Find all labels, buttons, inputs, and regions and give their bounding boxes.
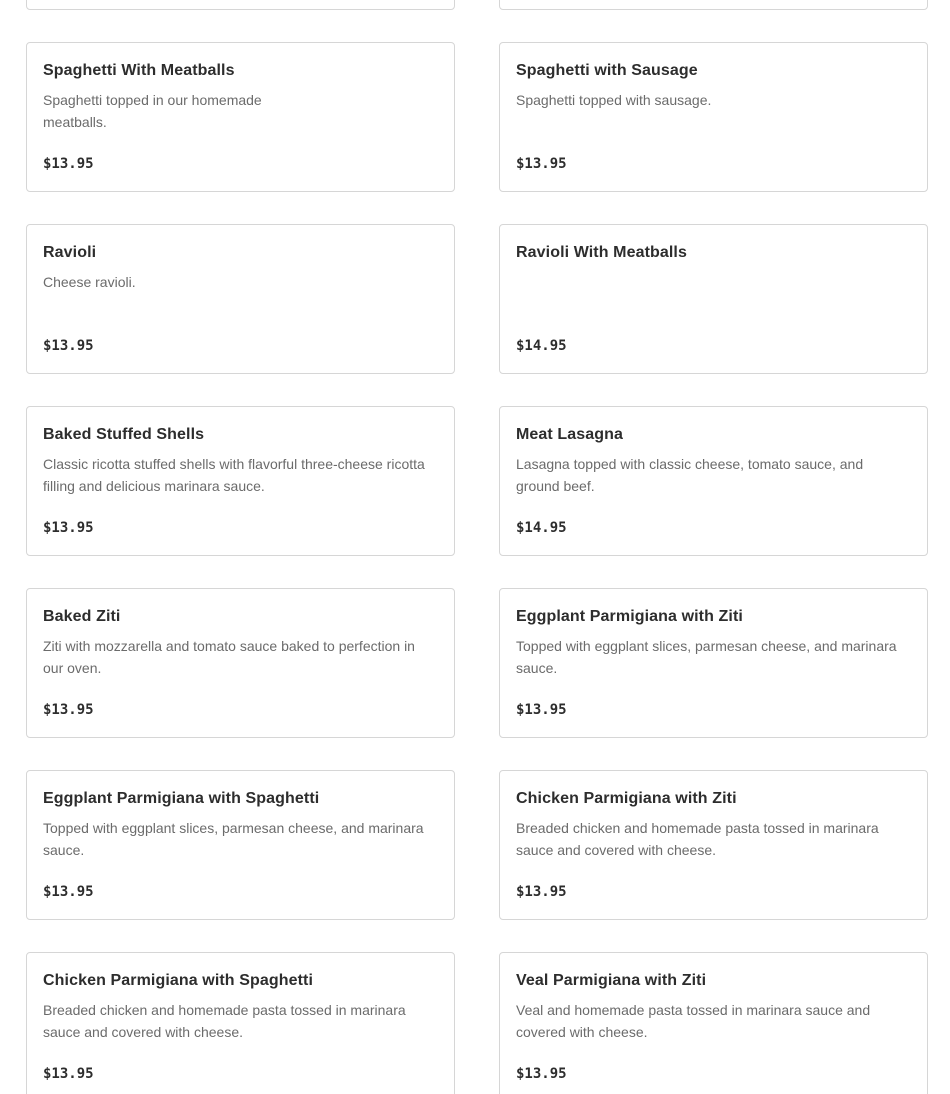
menu-item-card[interactable] [26, 770, 455, 920]
menu-item-card[interactable] [26, 42, 455, 192]
menu-item-card[interactable] [26, 0, 455, 10]
menu-item-name: Chicken Parmigiana with Ziti [516, 790, 737, 807]
menu-item-name: Spaghetti With Meatballs [43, 62, 235, 79]
menu-item-name: Ravioli With Meatballs [516, 244, 687, 261]
menu-item-card[interactable] [26, 952, 455, 1094]
menu-item-card[interactable] [26, 224, 455, 374]
menu-item-name: Baked Ziti [43, 608, 121, 625]
menu-item-description: Spaghetti topped in our homemade meatballs. [43, 92, 262, 130]
menu-item-card[interactable] [499, 406, 928, 556]
menu-item-price: $13.95 [43, 702, 94, 718]
menu-item-price: $13.95 [43, 520, 94, 536]
menu-item-description: Lasagna topped with classic cheese, tomato sauce, and ground beef. [516, 456, 864, 494]
menu-item-description: Topped with eggplant slices, parmesan cheese, and marinara sauce. [516, 638, 897, 676]
menu-item-name: Eggplant Parmigiana with Ziti [516, 608, 743, 625]
menu-item-name: Meat Lasagna [516, 426, 624, 443]
menu-item-price: $14.95 [516, 520, 567, 536]
menu-item-price: $13.95 [516, 884, 567, 900]
menu-item-card[interactable] [499, 0, 928, 10]
menu-item-price: $13.95 [516, 1066, 567, 1082]
menu-item-card[interactable] [499, 588, 928, 738]
menu-item-price: $13.95 [43, 884, 94, 900]
menu-item-description: Veal and homemade pasta tossed in marinara sauce and covered with cheese. [516, 1002, 871, 1040]
menu-item-price: $13.95 [516, 156, 567, 172]
menu-item-card[interactable] [499, 952, 928, 1094]
menu-item-card[interactable] [499, 224, 928, 374]
menu-item-description: Topped with eggplant slices, parmesan cheese, and marinara sauce. [43, 820, 424, 858]
menu-item-name: Baked Stuffed Shells [43, 426, 205, 443]
menu-item-price: $13.95 [43, 156, 94, 172]
menu-item-price: $13.95 [43, 338, 94, 354]
menu-item-price: $13.95 [516, 702, 567, 718]
menu-item-description: Breaded chicken and homemade pasta tossed in marinara sauce and covered with cheese. [516, 820, 879, 858]
menu-item-name: Ravioli [43, 244, 97, 261]
menu-item-name: Eggplant Parmigiana with Spaghetti [43, 790, 320, 807]
menu-item-description: Spaghetti topped with sausage. [516, 92, 712, 108]
menu-item-card[interactable] [26, 406, 455, 556]
menu-item-description: Cheese ravioli. [43, 274, 136, 290]
menu-item-description: Classic ricotta stuffed shells with flavorful three-cheese ricotta filling and delicious marinara sauce. [43, 456, 425, 494]
menu-item-price: $14.95 [516, 338, 567, 354]
menu-item-card[interactable] [499, 770, 928, 920]
menu-item-name: Spaghetti with Sausage [516, 62, 698, 79]
menu-item-description: Ziti with mozzarella and tomato sauce baked to perfection in our oven. [43, 638, 415, 676]
menu-item-card[interactable] [26, 588, 455, 738]
menu-item-description: Breaded chicken and homemade pasta tossed in marinara sauce and covered with cheese. [43, 1002, 406, 1040]
menu-item-price: $13.95 [43, 1066, 94, 1082]
menu-item-card[interactable] [499, 42, 928, 192]
menu-item-name: Chicken Parmigiana with Spaghetti [43, 972, 314, 989]
menu-item-name: Veal Parmigiana with Ziti [516, 972, 707, 989]
